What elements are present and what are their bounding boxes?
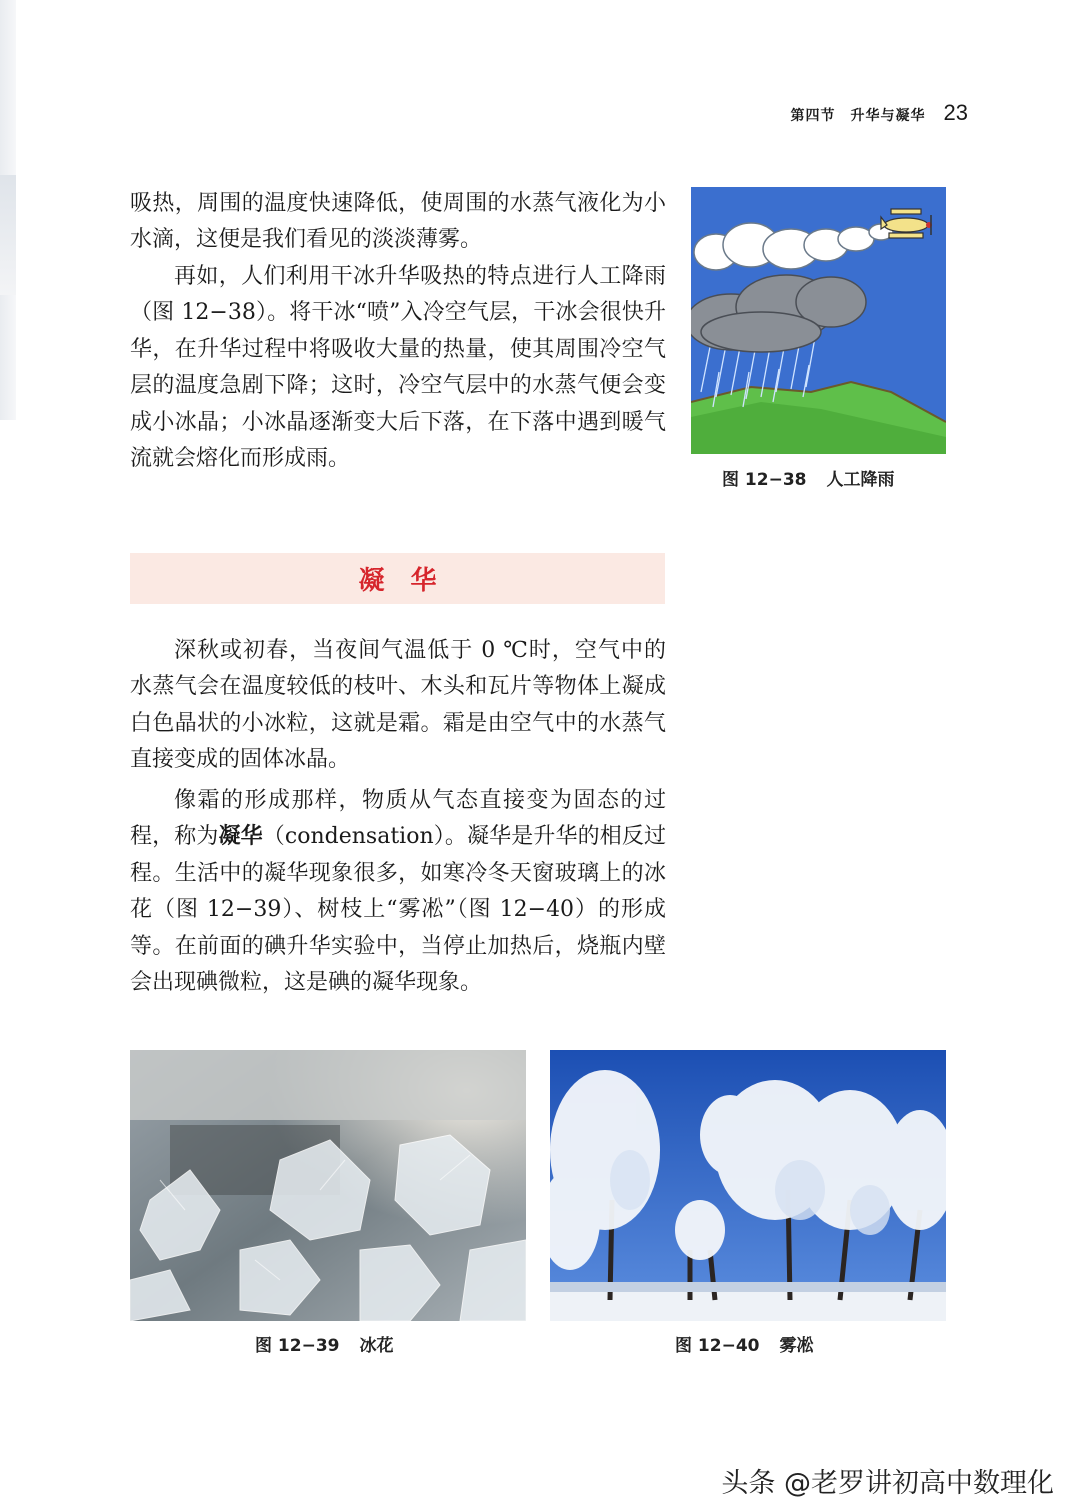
ice-flowers-photo	[130, 1050, 526, 1321]
page-edge-strip	[0, 0, 16, 420]
caption-number: 图 12−38	[722, 470, 807, 490]
section-title: 凝华	[358, 566, 463, 596]
term-condensation: 凝华	[218, 824, 263, 850]
caption-number: 图 12−40	[675, 1336, 760, 1356]
page-number: 23	[943, 100, 968, 125]
paragraph-2: 再如，人们利用干冰升华吸热的特点进行人工降雨（图 12−38）。将干冰“喷”入冷空气层，干冰会很快升华，在升华过程中将吸收大量的热量，使其周围冷空气层的温度急剧下降；这时，冷空气层中的水蒸气便会变成小冰晶；小冰晶逐渐变大后下落，在下落中遇到暖气流就会熔化而形成雨。	[130, 264, 666, 472]
paragraph-4-rest: （condensation）。凝华是升华的相反过程。生活中的凝华现象很多，如寒冷冬天窗玻璃上的冰花（图 12−39）、树枝上“雾凇”（图 12−40）的形成等。在前面的碘升华实验中，当停止加热后，烧瓶内壁会出现碘微粒，这是碘的凝华现象。	[130, 824, 666, 996]
caption-title: 人工降雨	[826, 470, 895, 490]
caption-fig-12-39	[255, 1331, 393, 1356]
figure-ice-flowers	[130, 1050, 526, 1321]
caption-title: 冰花	[359, 1336, 394, 1356]
paragraph-1: 吸热，周围的温度快速降低，使周围的水蒸气液化为小水滴，这便是我们看见的淡淡薄雾。	[130, 191, 666, 253]
figure-rime-trees	[550, 1050, 946, 1321]
paragraph-4	[130, 783, 666, 1001]
section-heading-bar	[130, 553, 665, 604]
running-head	[791, 100, 968, 126]
caption-fig-12-38	[722, 465, 894, 490]
figure-artificial-rain	[691, 187, 946, 454]
caption-number: 图 12−39	[255, 1336, 340, 1356]
paragraph-4-lead: 像霜的形成那样，物质从气态直接变为固态的过程，称为	[130, 788, 666, 850]
section-running-title: 第四节 升华与凝华	[790, 108, 926, 124]
rime-trees-photo	[550, 1050, 946, 1321]
watermark: 头条 @老罗讲初高中数理化	[721, 1468, 1054, 1499]
artificial-rain-illustration	[691, 187, 946, 454]
paragraph-3: 深秋或初春，当夜间气温低于 0 ℃时，空气中的水蒸气会在温度较低的枝叶、木头和瓦片等物体上凝成白色晶状的小冰粒，这就是霜。霜是由空气中的水蒸气直接变成的固体冰晶。	[130, 638, 666, 773]
caption-title: 雾凇	[779, 1336, 814, 1356]
caption-fig-12-40	[675, 1331, 813, 1356]
